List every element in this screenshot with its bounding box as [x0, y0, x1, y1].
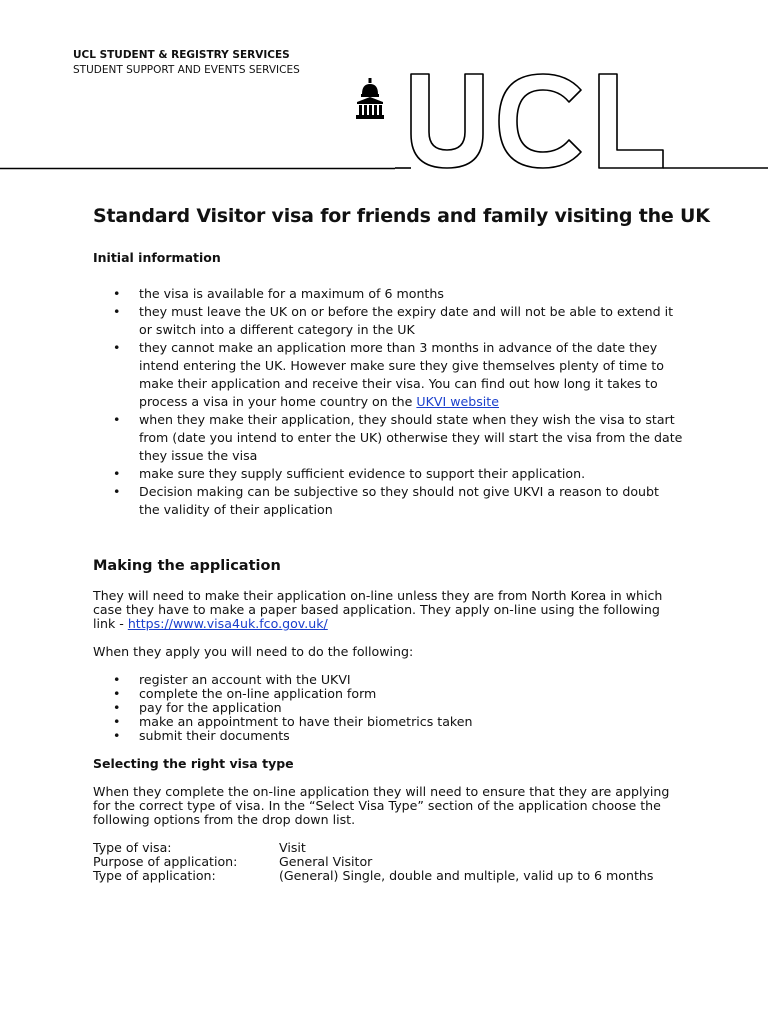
row-value: (General) Single, double and multiple, valid up to 6 months [279, 868, 654, 883]
row-label: Type of application: [93, 868, 216, 883]
apply-steps-intro: When they apply you will need to do the following: [93, 644, 414, 659]
list-item: • the visa is available for a maximum of 6 months [93, 285, 683, 303]
selecting-visa-paragraph: When they complete the on-line application they will need to ensure that they are applying for the correct type of visa. In the “Select Visa Type” section of the application choose the following options from the drop down list. [93, 784, 670, 827]
selecting-visa-heading: Selecting the right visa type [93, 756, 294, 771]
row-label: Type of visa: [93, 840, 172, 855]
initial-information-heading: Initial information [93, 250, 221, 265]
list-item: • they cannot make an application more than 3 months in advance of the date they intend entering the UK. However make sure they give themselves plenty of time to make their application and receive their visa. You can find out how long it takes to process a visa in your home country on the UKVI website [93, 339, 683, 411]
ucl-portico-icon [356, 78, 384, 120]
table-row [93, 855, 653, 869]
row-value: Visit [279, 840, 306, 855]
ucl-logo [395, 70, 768, 175]
ukvi-website-link[interactable]: UKVI website [416, 394, 499, 409]
list-item: • Decision making can be subjective so they should not give UKVI a reason to doubt the validity of their application [93, 483, 683, 519]
header-rule [0, 167, 395, 170]
department-line-2: STUDENT SUPPORT AND EVENTS SERVICES [73, 64, 300, 76]
list-item: • when they make their application, they should state when they wish the visa to start from (date you intend to enter the UK) otherwise they will start the visa from the date they issue the visa [93, 411, 683, 465]
visa-options-table [93, 841, 653, 883]
page-title: Standard Visitor visa for friends and family visiting the UK [93, 205, 710, 227]
department-line-1: UCL STUDENT & REGISTRY SERVICES [73, 49, 290, 61]
row-value: General Visitor [279, 854, 373, 869]
initial-information-list [93, 285, 683, 519]
making-application-paragraph: They will need to make their application on-line unless they are from North Korea in which case they have to make a paper based application. They apply on-line using the following link - https://www.visa4uk.fco.gov.uk/ [93, 588, 663, 631]
list-item: • submit their documents [93, 729, 683, 743]
table-row [93, 841, 653, 855]
list-item: • they must leave the UK on or before the expiry date and will not be able to extend it or switch into a different category in the UK [93, 303, 683, 339]
making-application-heading: Making the application [93, 558, 281, 574]
list-item: • register an account with the UKVI [93, 673, 683, 687]
list-item: • make an appointment to have their biometrics taken [93, 715, 683, 729]
list-item: • complete the on-line application form [93, 687, 683, 701]
visa4uk-link[interactable]: https://www.visa4uk.fco.gov.uk/ [127, 616, 328, 631]
department-header [73, 48, 300, 78]
table-row [93, 869, 653, 883]
row-label: Purpose of application: [93, 854, 238, 869]
list-item: • make sure they supply sufficient evidence to support their application. [93, 465, 683, 483]
list-item: • pay for the application [93, 701, 683, 715]
apply-steps-list [93, 673, 683, 743]
